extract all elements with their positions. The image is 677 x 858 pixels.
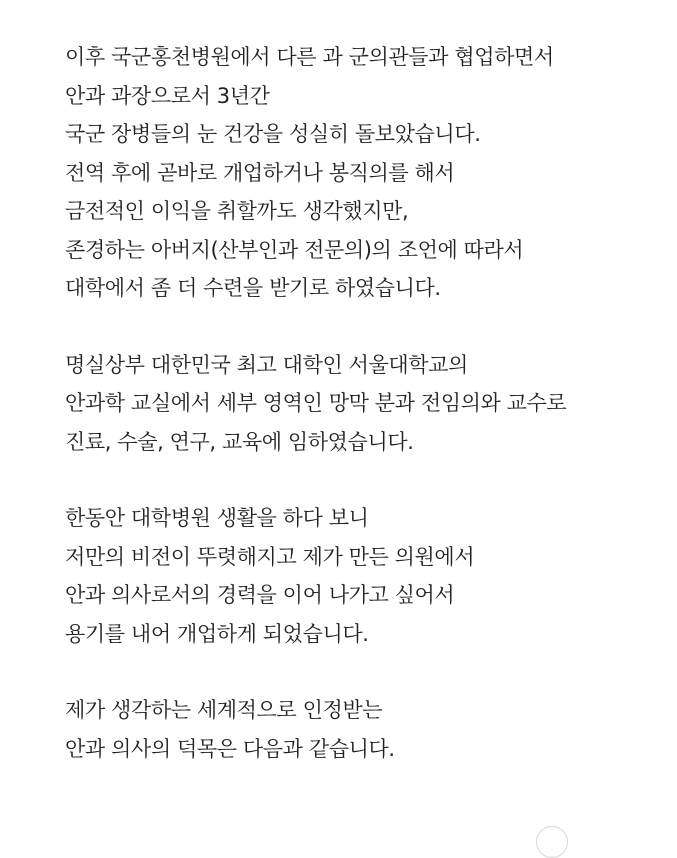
floating-circle-button[interactable] xyxy=(536,826,568,858)
paragraph-university-career xyxy=(65,346,665,462)
text-line: 한동안 대학병원 생활을 하다 보니 xyxy=(65,506,369,530)
text-line: 안과 의사로서의 경력을 이어 나가고 싶어서 xyxy=(65,583,455,607)
text-line: 안과 과장으로서 3년간 xyxy=(65,83,270,108)
text-line: 저만의 비전이 뚜렷해지고 제가 만든 의원에서 xyxy=(65,544,475,569)
text-line: 이후 국군홍천병원에서 다른 과 군의관들과 협업하면서 xyxy=(65,45,554,69)
article-body xyxy=(65,38,665,806)
text-line: 용기를 내어 개업하게 되었습니다. xyxy=(65,621,369,646)
text-line: 금전적인 이익을 취할까도 생각했지만, xyxy=(65,199,409,223)
paragraph-military-service xyxy=(65,38,665,308)
text-line: 존경하는 아버지(산부인과 전문의)의 조언에 따라서 xyxy=(65,237,524,262)
paragraph-virtues-intro xyxy=(65,691,665,768)
text-line: 전역 후에 곧바로 개업하거나 봉직의를 해서 xyxy=(65,160,455,185)
text-line: 대학에서 좀 더 수련을 받기로 하였습니다. xyxy=(65,276,441,300)
text-line: 명실상부 대한민국 최고 대학인 서울대학교의 xyxy=(65,352,468,377)
text-line: 안과학 교실에서 세부 영역인 망막 분과 전임의와 교수로 xyxy=(65,391,567,415)
text-line: 제가 생각하는 세계적으로 인정받는 xyxy=(65,698,383,722)
text-line: 안과 의사의 덕목은 다음과 같습니다. xyxy=(65,736,395,761)
paragraph-opening-clinic xyxy=(65,499,665,653)
text-line: 국군 장병들의 눈 건강을 성실히 돌보았습니다. xyxy=(65,122,481,146)
text-line: 진료, 수술, 연구, 교육에 임하였습니다. xyxy=(65,429,414,454)
